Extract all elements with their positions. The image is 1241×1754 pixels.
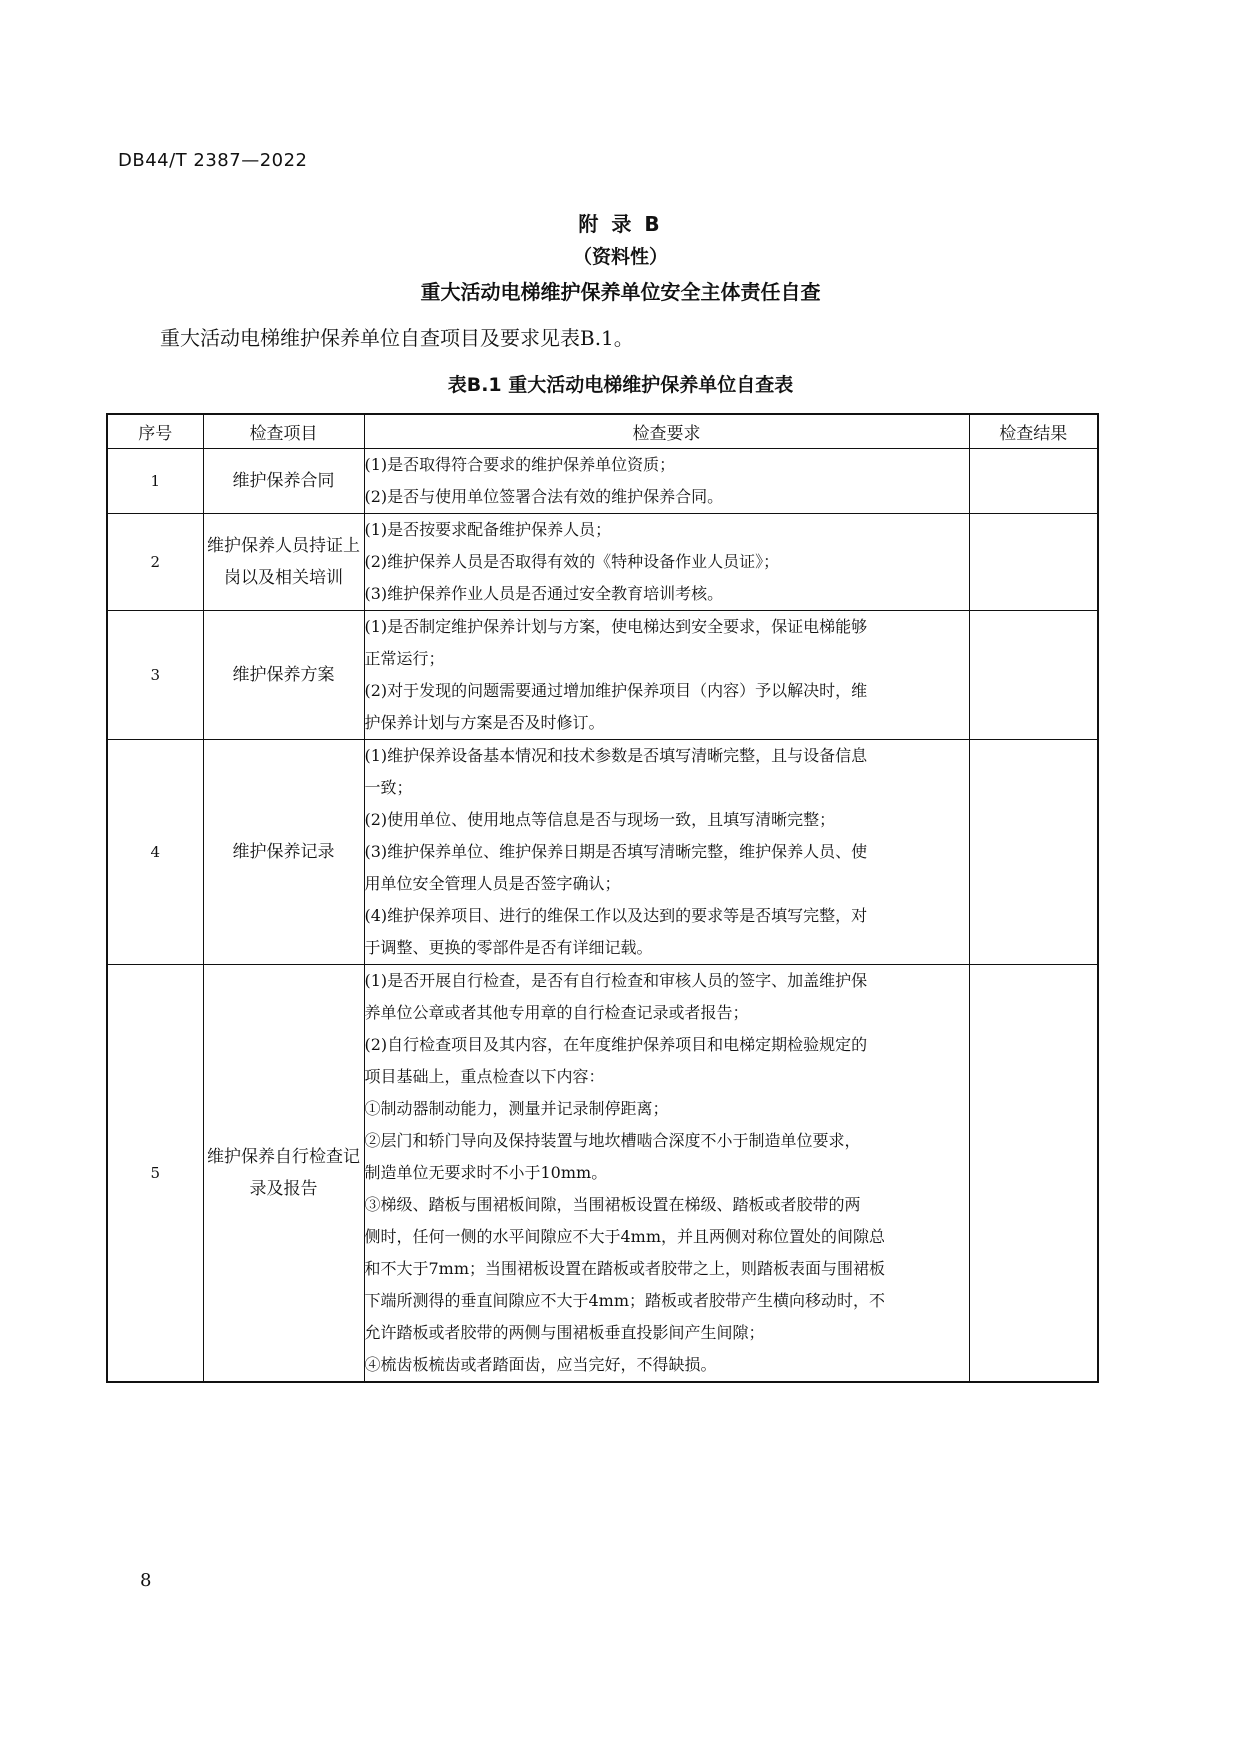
header-result: 检查结果 [969, 414, 1098, 449]
intro-paragraph: 重大活动电梯维护保养单位自查项目及要求见表B.1。 [160, 326, 634, 350]
appendix-heading: 重大活动电梯维护保养单位安全主体责任自查 [420, 280, 821, 304]
table-row [107, 611, 1098, 740]
requirement-line: 于调整、更换的零部件是否有详细记载。 [364, 938, 653, 957]
header-item: 检查项目 [203, 414, 364, 449]
check-item: 维护保养人员持证上岗以及相关培训 [203, 514, 364, 611]
requirement-line: 养单位公章或者其他专用章的自行检查记录或者报告； [364, 1003, 749, 1022]
check-item: 维护保养记录 [203, 740, 364, 965]
requirement-line: 用单位安全管理人员是否签字确认； [364, 874, 621, 893]
requirement-line: 侧时，任何一侧的水平间隙应不大于4mm，并且两侧对称位置处的间隙总 [364, 1227, 886, 1246]
table-header-row [107, 414, 1098, 449]
requirement-line: 制造单位无要求时不小于10mm。 [364, 1163, 608, 1182]
requirement-line: (2)自行检查项目及其内容，在年度维护保养项目和电梯定期检验规定的 [364, 1035, 868, 1054]
requirement-line: (1)是否按要求配备维护保养人员； [364, 520, 612, 539]
requirement-line: (3)维护保养作业人员是否通过安全教育培训考核。 [364, 584, 724, 603]
requirement-line: (1)维护保养设备基本情况和技术参数是否填写清晰完整，且与设备信息 [364, 746, 868, 765]
appendix-nature: （资料性） [572, 246, 668, 268]
table-row [107, 514, 1098, 611]
requirement-line: 下端所测得的垂直间隙应不大于4mm；踏板或者胶带产生横向移动时，不 [364, 1291, 886, 1310]
check-result-cell[interactable] [969, 514, 1098, 611]
table-row [107, 965, 1098, 1383]
row-number: 4 [107, 740, 203, 965]
standard-number: DB44/T 2387—2022 [118, 150, 308, 171]
requirement-line: ③梯级、踏板与围裙板间隙，当围裙板设置在梯级、踏板或者胶带的两 [364, 1195, 861, 1214]
row-number: 1 [107, 449, 203, 514]
table-body [107, 449, 1098, 1383]
requirement-line: (4)维护保养项目、进行的维保工作以及达到的要求等是否填写完整，对 [364, 906, 868, 925]
requirement-line: (2)使用单位、使用地点等信息是否与现场一致，且填写清晰完整； [364, 810, 836, 829]
requirement-line: (2)是否与使用单位签署合法有效的维护保养合同。 [364, 487, 724, 506]
check-result-cell[interactable] [969, 611, 1098, 740]
check-item: 维护保养自行检查记录及报告 [203, 965, 364, 1383]
header-requirement: 检查要求 [364, 414, 969, 449]
requirement-line: 正常运行； [364, 649, 445, 668]
requirement-line: (1)是否开展自行检查，是否有自行检查和审核人员的签字、加盖维护保 [364, 971, 868, 990]
appendix-title: 附 录 B [578, 212, 663, 236]
check-requirement [364, 449, 969, 514]
check-requirement [364, 965, 969, 1383]
requirement-line: ②层门和轿门导向及保持装置与地坎槽啮合深度不小于制造单位要求， [364, 1131, 861, 1150]
requirement-line: 护保养计划与方案是否及时修订。 [364, 713, 605, 732]
check-requirement [364, 514, 969, 611]
requirement-line: (1)是否取得符合要求的维护保养单位资质； [364, 455, 676, 474]
row-number: 5 [107, 965, 203, 1383]
requirement-line: 项目基础上，重点检查以下内容： [364, 1067, 605, 1086]
table-row [107, 740, 1098, 965]
requirement-line: (2)对于发现的问题需要通过增加维护保养项目（内容）予以解决时，维 [364, 681, 868, 700]
check-item: 维护保养合同 [203, 449, 364, 514]
requirement-line: ①制动器制动能力，测量并记录制停距离； [364, 1099, 669, 1118]
check-item: 维护保养方案 [203, 611, 364, 740]
check-result-cell[interactable] [969, 740, 1098, 965]
requirement-line: (3)维护保养单位、维护保养日期是否填写清晰完整，维护保养人员、使 [364, 842, 868, 861]
self-check-table [106, 413, 1099, 1383]
page-number: 8 [140, 1570, 152, 1591]
requirement-line: ④梳齿板梳齿或者踏面齿，应当完好，不得缺损。 [364, 1355, 717, 1374]
check-requirement [364, 740, 969, 965]
requirement-line: (1)是否制定维护保养计划与方案，使电梯达到安全要求，保证电梯能够 [364, 617, 868, 636]
row-number: 3 [107, 611, 203, 740]
table-row [107, 449, 1098, 514]
requirement-line: 一致； [364, 778, 413, 797]
check-result-cell[interactable] [969, 965, 1098, 1383]
check-result-cell[interactable] [969, 449, 1098, 514]
requirement-line: (2)维护保养人员是否取得有效的《特种设备作业人员证》； [364, 552, 780, 571]
requirement-line: 和不大于7mm；当围裙板设置在踏板或者胶带之上，则踏板表面与围裙板 [364, 1259, 886, 1278]
header-no: 序号 [107, 414, 203, 449]
check-requirement [364, 611, 969, 740]
row-number: 2 [107, 514, 203, 611]
table-caption: 表B.1 重大活动电梯维护保养单位自查表 [447, 374, 794, 396]
requirement-line: 允许踏板或者胶带的两侧与围裙板垂直投影间产生间隙； [364, 1323, 765, 1342]
